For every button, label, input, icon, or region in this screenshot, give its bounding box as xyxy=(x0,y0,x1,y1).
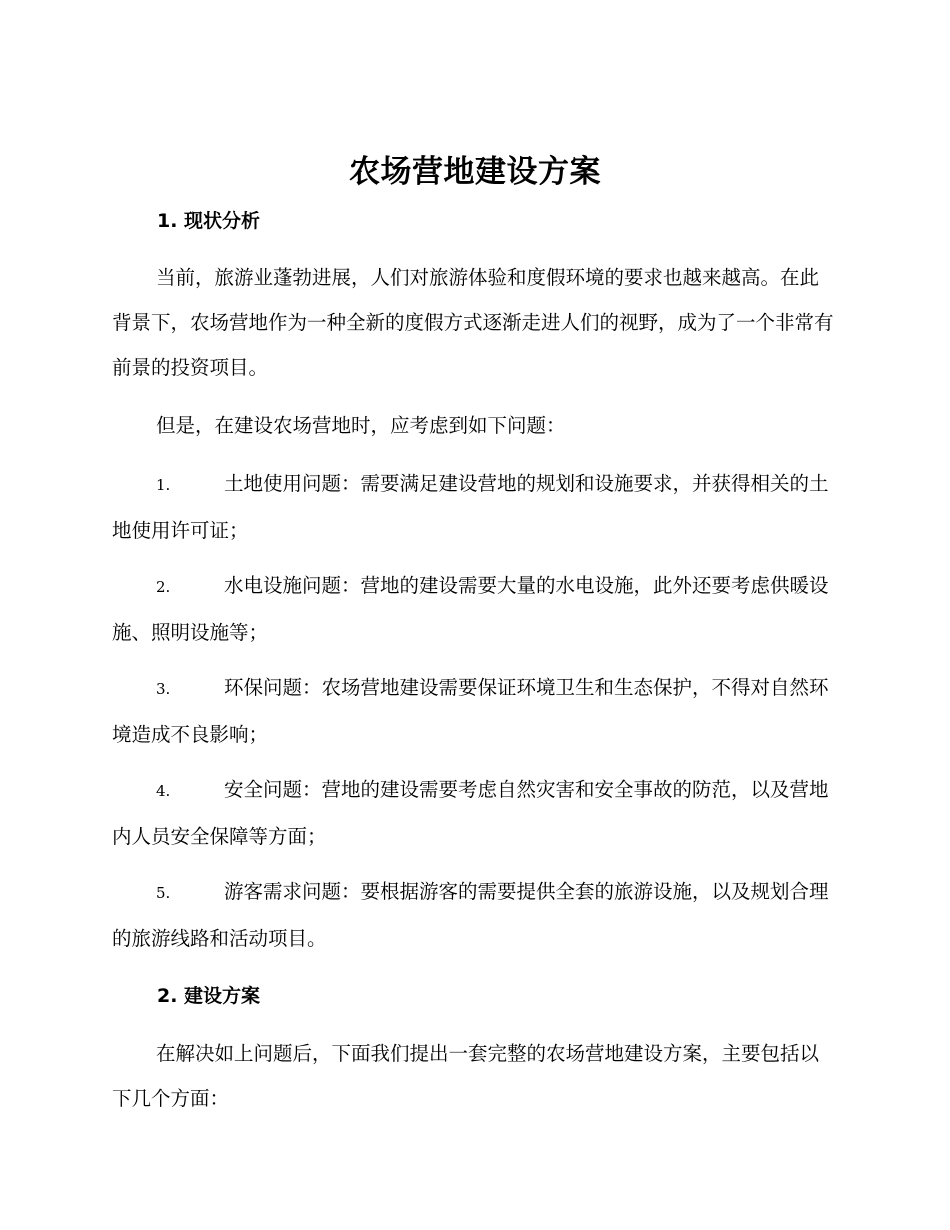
list-item xyxy=(112,665,834,757)
list-item-text: 游客需求问题：要根据游客的需要提供全套的旅游设施，以及规划合理的旅游线路和活动项目。 xyxy=(112,880,829,950)
list-item-text: 安全问题：营地的建设需要考虑自然灾害和安全事故的防范，以及营地内人员安全保障等方面； xyxy=(112,778,829,848)
list-item xyxy=(112,767,834,859)
document-title: 农场营地建设方案 xyxy=(349,154,601,190)
list-item-number: 1. xyxy=(156,476,171,494)
paragraph-plan-intro: 在解决如上问题后，下面我们提出一套完整的农场营地建设方案，主要包括以下几个方面： xyxy=(112,1042,820,1110)
list-item-number: 4. xyxy=(156,782,171,800)
list-item-text: 水电设施问题：营地的建设需要大量的水电设施，此外还要考虑供暖设施、照明设施等； xyxy=(112,574,829,644)
section-heading-current-analysis: 1. 现状分析 xyxy=(157,210,261,232)
paragraph-issues-intro: 但是，在建设农场营地时，应考虑到如下问题： xyxy=(156,414,566,437)
paragraph-background: 当前，旅游业蓬勃进展，人们对旅游体验和度假环境的要求也越来越高。在此背景下，农场营地作为一种全新的度假方式逐渐走进人们的视野，成为了一个非常有前景的投资项目。 xyxy=(112,266,834,379)
list-item xyxy=(112,563,834,655)
list-item-number: 5. xyxy=(156,884,171,902)
list-item xyxy=(112,461,834,553)
section-heading-construction-plan: 2. 建设方案 xyxy=(157,985,261,1007)
list-item-text: 土地使用问题：需要满足建设营地的规划和设施要求，并获得相关的土地使用许可证； xyxy=(112,472,829,542)
list-item xyxy=(112,869,834,961)
list-item-number: 3. xyxy=(156,680,171,698)
list-item-number: 2. xyxy=(156,578,171,596)
list-item-text: 环保问题：农场营地建设需要保证环境卫生和生态保护，不得对自然环境造成不良影响； xyxy=(112,676,829,746)
